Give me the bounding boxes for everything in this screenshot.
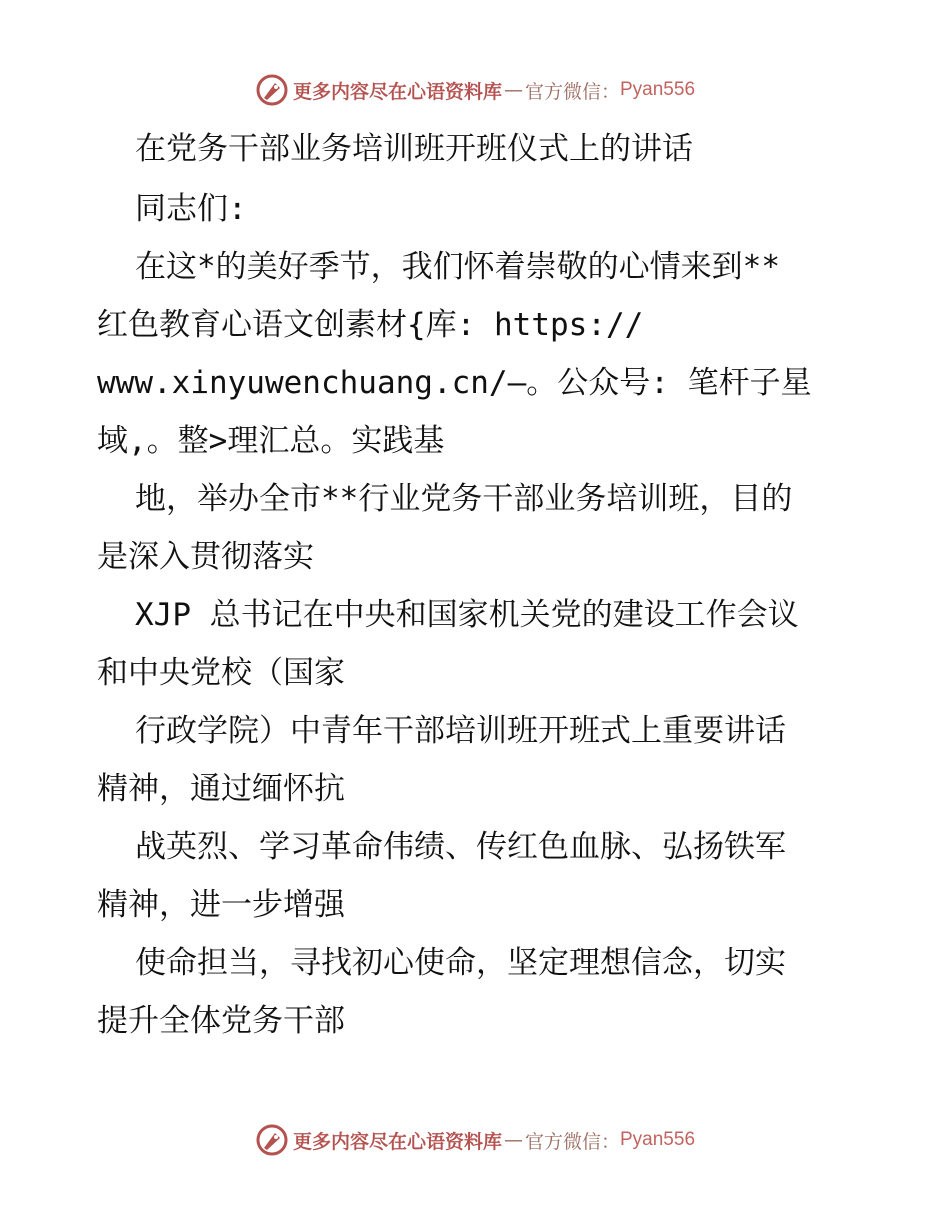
paragraph-line: 精神，进一步增强: [97, 887, 345, 923]
paragraph-line: XJP 总书记在中央和国家机关党的建设工作会议: [135, 597, 799, 633]
banner-dash: —: [503, 1129, 523, 1151]
footer-watermark-banner: [0, 1120, 950, 1160]
paragraph-line: www.xinyuwenchuang.cn/—。公众号: 笔杆子星: [97, 365, 812, 401]
banner-wechat-id: Pyan556: [620, 1129, 696, 1150]
salutation-line: 同志们:: [135, 191, 247, 227]
banner-wechat-label: 官方微信：: [524, 1130, 620, 1153]
document-title: 在党务干部业务培训班开班仪式上的讲话: [135, 131, 693, 167]
banner-text: 更多内容尽在心语资料库: [292, 1130, 502, 1153]
paragraph-line: 是深入贯彻落实: [97, 539, 314, 575]
paragraph-line: 红色教育心语文创素材{库: https://: [97, 307, 644, 343]
paragraph-line: 行政学院）中青年干部培训班开班式上重要讲话: [135, 713, 786, 749]
banner-wechat-label: 官方微信：: [524, 80, 620, 103]
banner-text: 更多内容尽在心语资料库: [292, 80, 502, 103]
banner-dash: —: [503, 79, 523, 101]
paragraph-line: 精神，通过缅怀抗: [97, 771, 345, 807]
pen-nib-logo-icon: [255, 1123, 289, 1157]
paragraph-line: 域,。整>理汇总。实践基: [97, 423, 445, 459]
pen-nib-logo-icon: [255, 73, 289, 107]
banner-wechat-id: Pyan556: [620, 79, 696, 100]
paragraph-line: 提升全体党务干部: [97, 1003, 345, 1039]
paragraph-line: 和中央党校（国家: [97, 655, 345, 691]
paragraph-line: 使命担当，寻找初心使命，坚定理想信念，切实: [135, 945, 786, 981]
paragraph-line: 战英烈、学习革命伟绩、传红色血脉、弘扬铁军: [135, 829, 786, 865]
paragraph-line: 在这*的美好季节，我们怀着崇敬的心情来到**: [135, 249, 780, 285]
header-watermark-banner: [0, 70, 950, 110]
paragraph-line: 地，举办全市**行业党务干部业务培训班，目的: [135, 481, 793, 517]
